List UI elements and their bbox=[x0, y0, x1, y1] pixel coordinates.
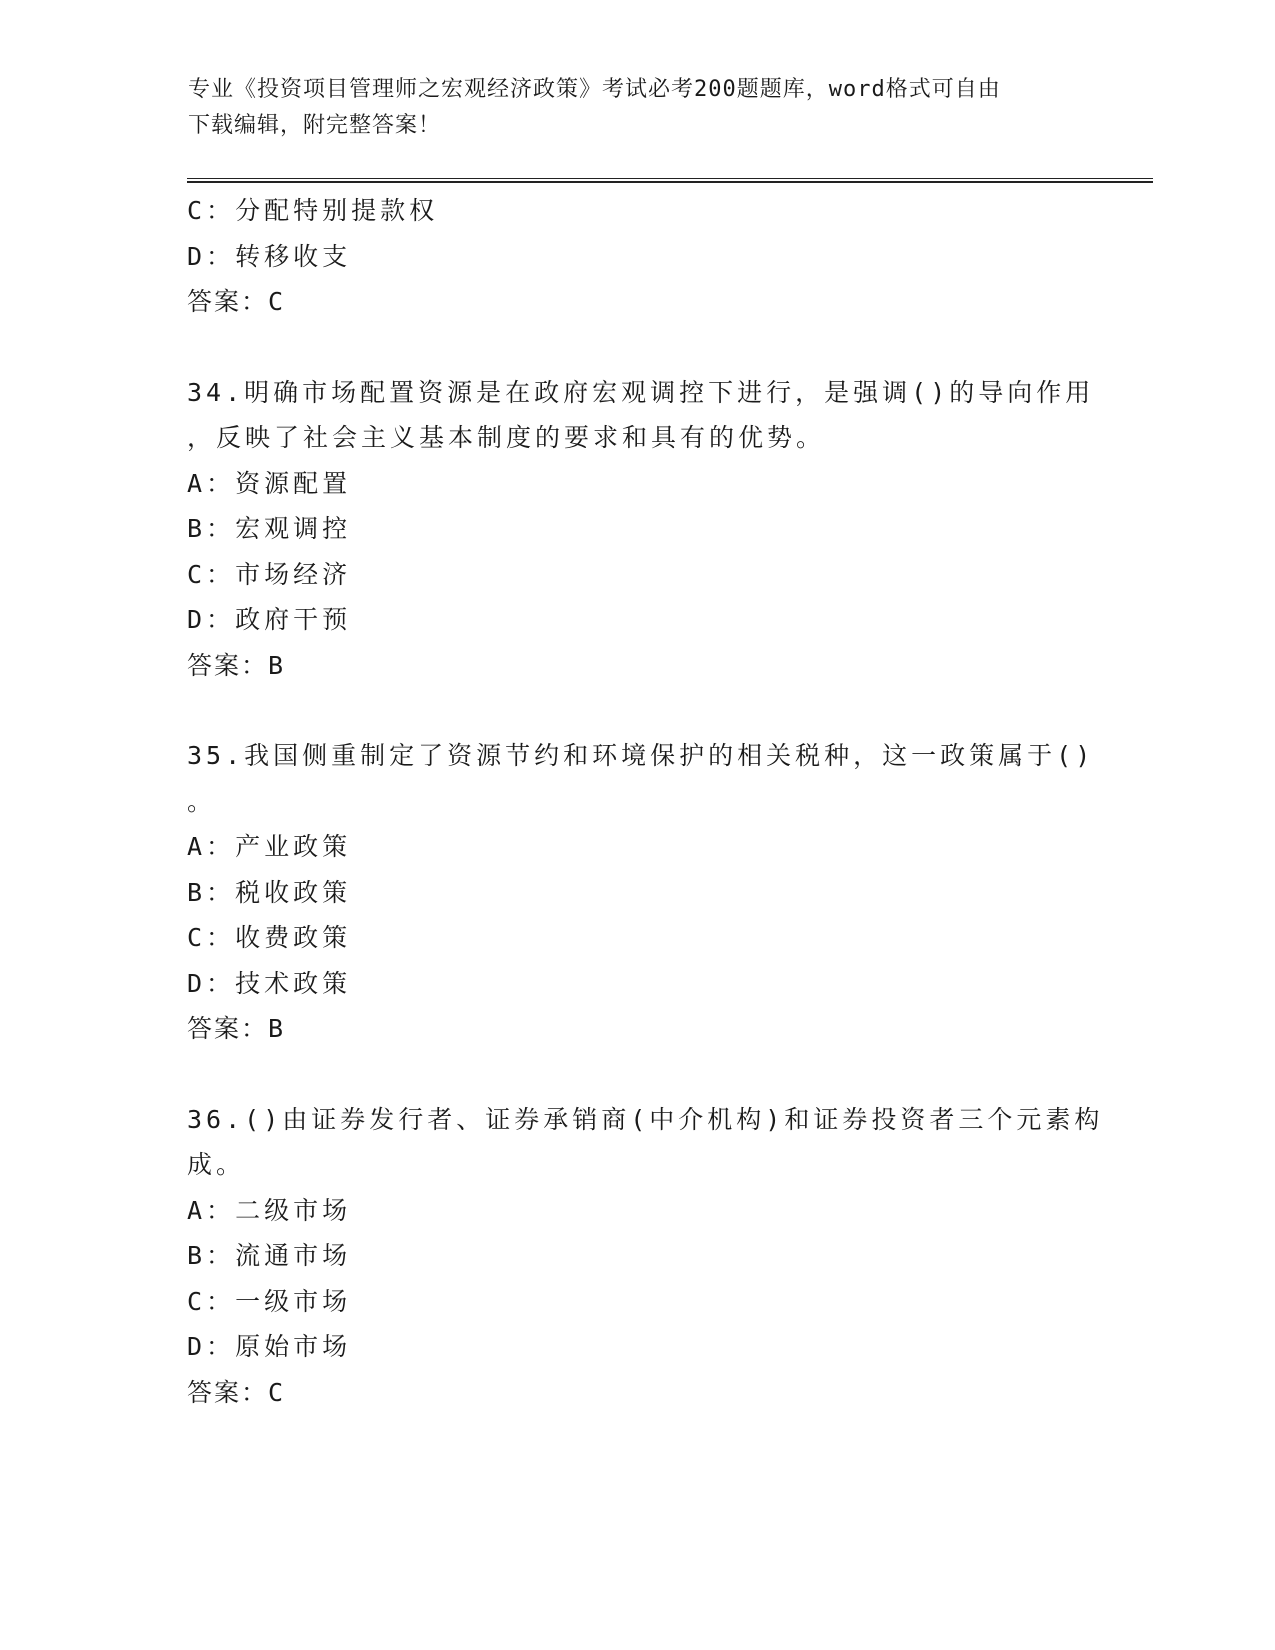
option-text: 流通市场 bbox=[235, 1241, 352, 1270]
option-text: 宏观调控 bbox=[235, 514, 352, 543]
question-text-line-2: 成。 bbox=[187, 1150, 246, 1179]
option-label: A： bbox=[187, 1195, 236, 1225]
option-text: 产业政策 bbox=[235, 832, 352, 861]
question-text-line-1: 35.我国侧重制定了资源节约和环境保护的相关税种，这一政策属于() bbox=[187, 741, 1095, 770]
previous-question-tail bbox=[187, 188, 1087, 325]
option-label: D： bbox=[187, 241, 236, 271]
option-label: A： bbox=[187, 832, 236, 861]
option-b bbox=[187, 1233, 1087, 1279]
option-c bbox=[187, 915, 1087, 961]
question-text-line-2: 。 bbox=[187, 786, 217, 816]
option-a bbox=[187, 1188, 1087, 1234]
option-c bbox=[187, 1279, 1087, 1325]
option-label: C： bbox=[187, 196, 236, 225]
option-label: D： bbox=[187, 1332, 236, 1361]
option-label: C： bbox=[187, 923, 236, 952]
document-header bbox=[188, 72, 1068, 144]
option-text: 转移收支 bbox=[235, 241, 352, 271]
option-text: 收费政策 bbox=[235, 923, 352, 952]
option-label: C： bbox=[187, 559, 236, 589]
option-c bbox=[187, 188, 1087, 234]
question-36 bbox=[187, 1097, 1104, 1416]
option-label: A： bbox=[187, 468, 236, 498]
option-label: C： bbox=[187, 1286, 236, 1316]
header-line-1: 专业《投资项目管理师之宏观经济政策》考试必考200题题库，word格式可自由 bbox=[188, 77, 1001, 102]
option-d bbox=[187, 1324, 1087, 1370]
option-d bbox=[187, 961, 1087, 1007]
option-label: D： bbox=[187, 605, 236, 634]
header-rule-thin bbox=[187, 178, 1153, 179]
question-35 bbox=[187, 733, 1095, 1052]
option-a bbox=[187, 461, 1087, 507]
option-a bbox=[187, 824, 1087, 870]
option-d bbox=[187, 597, 1087, 643]
option-text: 分配特别提款权 bbox=[235, 196, 439, 225]
option-text: 政府干预 bbox=[235, 605, 352, 634]
question-list bbox=[187, 188, 1104, 1415]
answer-line: 答案：C bbox=[187, 1377, 286, 1407]
option-text: 税收政策 bbox=[235, 877, 352, 907]
option-label: D： bbox=[187, 968, 236, 998]
answer-line: 答案：B bbox=[187, 1014, 286, 1043]
question-text-line-1: 34.明确市场配置资源是在政府宏观调控下进行，是强调()的导向作用 bbox=[187, 377, 1095, 407]
option-text: 技术政策 bbox=[235, 968, 352, 998]
question-text-line-2: ，反映了社会主义基本制度的要求和具有的优势。 bbox=[187, 423, 826, 452]
option-d bbox=[187, 234, 1087, 280]
option-text: 原始市场 bbox=[235, 1332, 352, 1361]
option-c bbox=[187, 552, 1087, 598]
option-text: 资源配置 bbox=[235, 468, 352, 498]
option-text: 一级市场 bbox=[235, 1286, 352, 1316]
question-text-line-1: 36.()由证券发行者、证券承销商(中介机构)和证券投资者三个元素构 bbox=[187, 1104, 1104, 1134]
answer-line: 答案：C bbox=[187, 287, 286, 316]
header-line-2: 下载编辑，附完整答案！ bbox=[188, 113, 442, 138]
option-label: B： bbox=[187, 877, 236, 907]
option-b bbox=[187, 870, 1087, 916]
option-b bbox=[187, 506, 1087, 552]
option-label: B： bbox=[187, 1241, 236, 1270]
header-rule-thick bbox=[187, 181, 1153, 183]
option-text: 二级市场 bbox=[235, 1195, 352, 1225]
option-text: 市场经济 bbox=[235, 559, 352, 589]
answer-line: 答案：B bbox=[187, 650, 286, 680]
option-label: B： bbox=[187, 514, 236, 543]
question-34 bbox=[187, 370, 1095, 689]
